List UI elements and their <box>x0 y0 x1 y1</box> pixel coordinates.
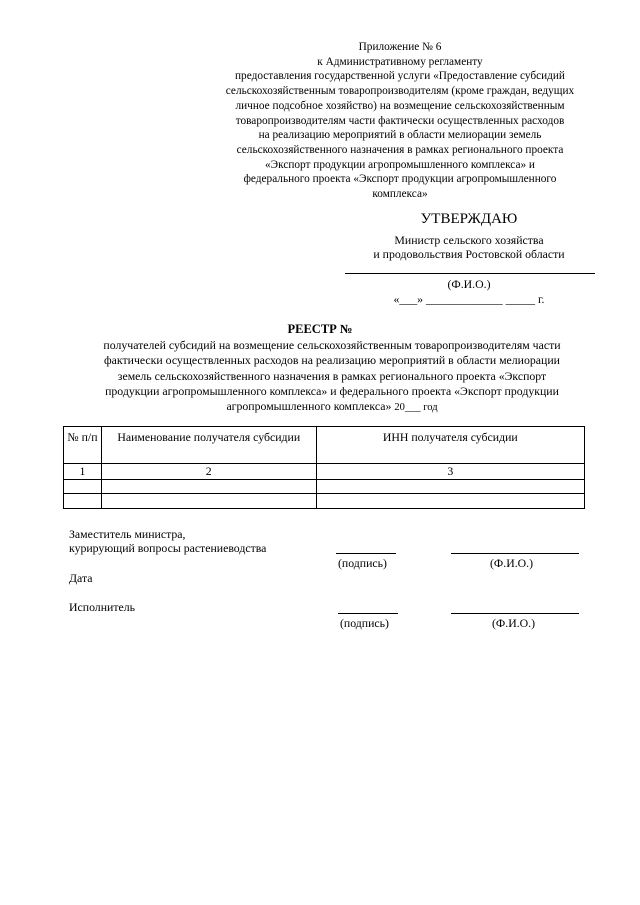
date-label: Дата <box>69 571 93 585</box>
appendix-line: «Экспорт продукции агропромышленного комплекса» и <box>265 158 535 171</box>
approval-date-line: «___» _____________ _____ г. <box>393 292 545 306</box>
appendix-line: товаропроизводителям части фактически осуществленных расходов <box>235 114 565 127</box>
approval-position-line-1: Министр сельского хозяйства <box>394 233 544 247</box>
approval-position-line-2: и продовольствия Ростовской области <box>373 247 565 261</box>
approval-signature-line <box>345 273 595 274</box>
deputy-title-line-1: Заместитель министра, <box>69 527 186 541</box>
table-cell <box>316 480 584 494</box>
registry-table <box>63 426 585 509</box>
executor-fio-line <box>451 613 579 614</box>
appendix-line: к Административному регламенту <box>317 55 483 68</box>
registry-last-line <box>72 399 592 415</box>
column-number: 3 <box>316 464 584 480</box>
table-cell <box>64 480 102 494</box>
registry-description <box>72 338 592 415</box>
appendix-line: федерального проекта «Экспорт продукции агропромышленного <box>243 173 557 186</box>
executor-label: Исполнитель <box>69 600 135 614</box>
appendix-line: Приложение № 6 <box>358 41 442 53</box>
deputy-fio-label: (Ф.И.О.) <box>490 556 534 570</box>
appendix-line: личное подсобное хозяйство) на возмещение сельскохозяйственным <box>235 99 565 112</box>
approval-title: УТВЕРЖДАЮ <box>420 211 518 227</box>
table-row <box>64 494 585 509</box>
appendix-line: на реализацию мероприятий в области мелиорации земель <box>258 129 542 142</box>
table-cell <box>101 494 316 509</box>
deputy-title-line-2: курирующий вопросы растениеводства <box>69 541 267 555</box>
deputy-signature-line <box>336 553 396 554</box>
registry-year: 20___ год <box>394 402 438 414</box>
registry-line: фактически осуществленных расходов на реализацию мероприятий в области мелиорации <box>104 353 560 368</box>
header-inn: ИНН получателя субсидии <box>316 427 584 464</box>
deputy-signature-label: (подпись) <box>338 556 387 570</box>
column-number: 2 <box>101 464 316 480</box>
table-column-numbers-row <box>64 464 585 480</box>
executor-fio-label: (Ф.И.О.) <box>492 616 536 630</box>
table-cell <box>101 480 316 494</box>
executor-signature-line <box>338 613 398 614</box>
appendix-line: комплекса» <box>372 188 428 201</box>
table-cell <box>316 494 584 509</box>
registry-line: земель сельскохозяйственного назначения в рамках регионального проекта «Экспорт <box>117 368 547 383</box>
table-row <box>64 480 585 494</box>
table-cell <box>64 494 102 509</box>
registry-line-end: агропромышленного комплекса» <box>226 399 392 414</box>
executor-signature-label: (подпись) <box>340 616 389 630</box>
column-number: 1 <box>64 464 102 480</box>
header-number: № п/п <box>64 427 102 464</box>
registry-line: получателей субсидий на возмещение сельскохозяйственным товаропроизводителям части <box>103 338 561 352</box>
appendix-line: сельскохозяйственного назначения в рамках регионального проекта <box>236 143 564 156</box>
appendix-line: сельскохозяйственным товаропроизводителям (кроме граждан, ведущих <box>225 85 575 98</box>
appendix-header <box>206 40 594 202</box>
registry-line: продукции агропромышленного комплекса» и федерального проекта «Экспорт продукции <box>105 383 559 398</box>
deputy-fio-line <box>451 553 579 554</box>
appendix-line: предоставления государственной услуги «Предоставление субсидий <box>235 70 565 83</box>
registry-title: РЕЕСТР № <box>287 322 353 336</box>
table-header-row <box>64 427 585 464</box>
approval-fio-label: (Ф.И.О.) <box>447 277 491 291</box>
header-recipient-name: Наименование получателя субсидии <box>101 427 316 464</box>
